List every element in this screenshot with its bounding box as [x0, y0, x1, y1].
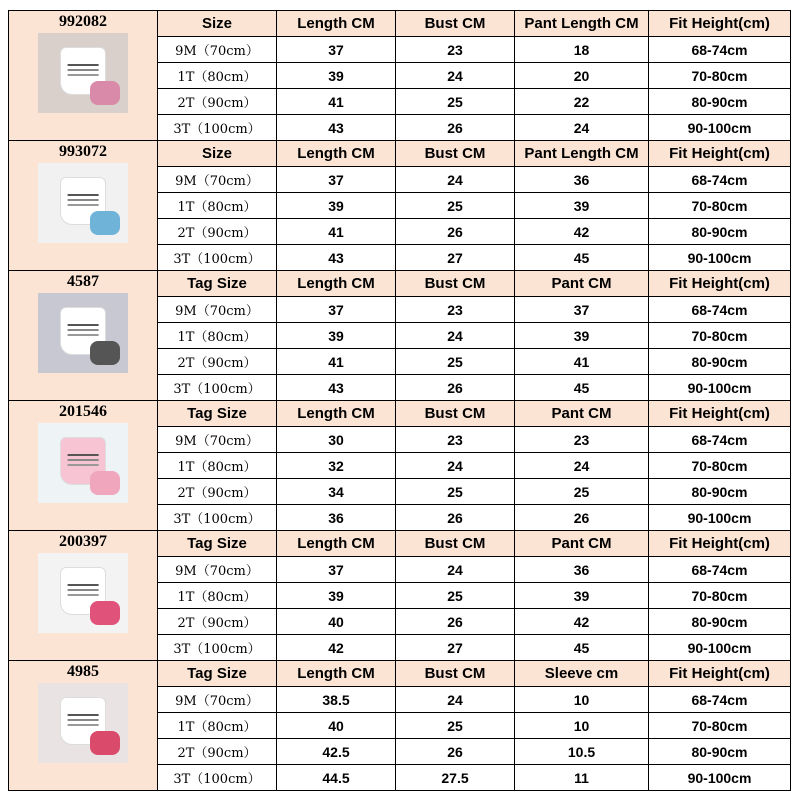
measurement-cell: 90-100cm: [649, 245, 791, 271]
column-header: Bust CM: [396, 531, 515, 557]
accessory-icon: [90, 211, 120, 235]
measurement-cell: 25: [396, 713, 515, 739]
measurement-cell: 90-100cm: [649, 765, 791, 791]
measurement-cell: 24: [396, 323, 515, 349]
measurement-cell: 39: [277, 63, 396, 89]
column-header: Fit Height(cm): [649, 661, 791, 687]
column-header: Fit Height(cm): [649, 11, 791, 37]
measurement-cell: 41: [277, 219, 396, 245]
measurement-cell: 26: [396, 375, 515, 401]
measurement-cell: 24: [515, 115, 649, 141]
measurement-cell: 43: [277, 115, 396, 141]
column-header: Fit Height(cm): [649, 141, 791, 167]
measurement-cell: 25: [396, 583, 515, 609]
measurement-cell: 22: [515, 89, 649, 115]
size-label: 9M（70cm）: [158, 297, 277, 323]
measurement-cell: 42.5: [277, 739, 396, 765]
measurement-cell: 26: [396, 219, 515, 245]
size-label: 2T（90cm）: [158, 609, 277, 635]
product-photo: [38, 423, 128, 503]
measurement-cell: 26: [396, 739, 515, 765]
measurement-cell: 36: [515, 167, 649, 193]
size-label: 3T（100cm）: [158, 245, 277, 271]
product-photo: [38, 293, 128, 373]
column-header: Fit Height(cm): [649, 271, 791, 297]
product-photo: [38, 163, 128, 243]
measurement-cell: 70-80cm: [649, 713, 791, 739]
column-header: Length CM: [277, 661, 396, 687]
measurement-cell: 36: [277, 505, 396, 531]
product-cell: [9, 531, 158, 661]
measurement-cell: 18: [515, 37, 649, 63]
measurement-cell: 25: [396, 193, 515, 219]
column-header: Length CM: [277, 271, 396, 297]
measurement-cell: 36: [515, 557, 649, 583]
size-label: 1T（80cm）: [158, 453, 277, 479]
column-header: Length CM: [277, 11, 396, 37]
measurement-cell: 10: [515, 713, 649, 739]
product-cell: [9, 141, 158, 271]
size-label: 2T（90cm）: [158, 479, 277, 505]
size-label: 1T（80cm）: [158, 323, 277, 349]
measurement-cell: 68-74cm: [649, 37, 791, 63]
accessory-icon: [90, 471, 120, 495]
measurement-cell: 11: [515, 765, 649, 791]
size-label: 3T（100cm）: [158, 115, 277, 141]
product-header-row: [9, 271, 791, 297]
measurement-cell: 24: [396, 687, 515, 713]
measurement-cell: 10: [515, 687, 649, 713]
column-header: Tag Size: [158, 531, 277, 557]
measurement-cell: 34: [277, 479, 396, 505]
accessory-icon: [90, 341, 120, 365]
measurement-cell: 39: [515, 583, 649, 609]
size-label: 3T（100cm）: [158, 505, 277, 531]
measurement-cell: 24: [396, 453, 515, 479]
column-header: Pant Length CM: [515, 141, 649, 167]
measurement-cell: 25: [396, 349, 515, 375]
product-code: 4587: [67, 273, 99, 290]
measurement-cell: 24: [396, 167, 515, 193]
product-code: 993072: [59, 143, 107, 160]
measurement-cell: 80-90cm: [649, 739, 791, 765]
product-code: 992082: [59, 13, 107, 30]
measurement-cell: 30: [277, 427, 396, 453]
size-label: 2T（90cm）: [158, 349, 277, 375]
measurement-cell: 68-74cm: [649, 297, 791, 323]
size-label: 2T（90cm）: [158, 219, 277, 245]
measurement-cell: 42: [515, 609, 649, 635]
column-header: Bust CM: [396, 11, 515, 37]
size-table: [8, 10, 791, 791]
size-label: 9M（70cm）: [158, 687, 277, 713]
measurement-cell: 90-100cm: [649, 115, 791, 141]
column-header: Pant CM: [515, 271, 649, 297]
product-header-row: [9, 531, 791, 557]
size-label: 2T（90cm）: [158, 739, 277, 765]
product-code: 4985: [67, 663, 99, 680]
measurement-cell: 80-90cm: [649, 479, 791, 505]
measurement-cell: 37: [277, 297, 396, 323]
size-label: 3T（100cm）: [158, 765, 277, 791]
measurement-cell: 45: [515, 245, 649, 271]
size-label: 1T（80cm）: [158, 713, 277, 739]
column-header: Pant CM: [515, 401, 649, 427]
measurement-cell: 38.5: [277, 687, 396, 713]
measurement-cell: 39: [277, 583, 396, 609]
column-header: Pant CM: [515, 531, 649, 557]
measurement-cell: 70-80cm: [649, 583, 791, 609]
column-header: Size: [158, 11, 277, 37]
column-header: Bust CM: [396, 141, 515, 167]
measurement-cell: 39: [515, 193, 649, 219]
measurement-cell: 80-90cm: [649, 609, 791, 635]
measurement-cell: 39: [277, 323, 396, 349]
size-label: 9M（70cm）: [158, 427, 277, 453]
measurement-cell: 80-90cm: [649, 349, 791, 375]
size-label: 9M（70cm）: [158, 557, 277, 583]
accessory-icon: [90, 601, 120, 625]
measurement-cell: 42: [277, 635, 396, 661]
product-header-row: [9, 401, 791, 427]
product-header-row: [9, 141, 791, 167]
measurement-cell: 26: [396, 115, 515, 141]
measurement-cell: 68-74cm: [649, 427, 791, 453]
measurement-cell: 45: [515, 375, 649, 401]
measurement-cell: 80-90cm: [649, 89, 791, 115]
measurement-cell: 68-74cm: [649, 557, 791, 583]
measurement-cell: 70-80cm: [649, 193, 791, 219]
measurement-cell: 25: [396, 479, 515, 505]
product-cell: [9, 661, 158, 791]
measurement-cell: 45: [515, 635, 649, 661]
column-header: Bust CM: [396, 661, 515, 687]
measurement-cell: 90-100cm: [649, 505, 791, 531]
product-code: 200397: [59, 533, 107, 550]
measurement-cell: 23: [396, 37, 515, 63]
size-label: 3T（100cm）: [158, 375, 277, 401]
measurement-cell: 90-100cm: [649, 635, 791, 661]
column-header: Fit Height(cm): [649, 401, 791, 427]
column-header: Pant Length CM: [515, 11, 649, 37]
measurement-cell: 25: [396, 89, 515, 115]
column-header: Length CM: [277, 141, 396, 167]
size-label: 1T（80cm）: [158, 193, 277, 219]
product-cell: [9, 401, 158, 531]
measurement-cell: 41: [277, 349, 396, 375]
measurement-cell: 40: [277, 609, 396, 635]
measurement-cell: 39: [515, 323, 649, 349]
measurement-cell: 24: [396, 63, 515, 89]
size-label: 2T（90cm）: [158, 89, 277, 115]
measurement-cell: 41: [515, 349, 649, 375]
measurement-cell: 68-74cm: [649, 687, 791, 713]
accessory-icon: [90, 731, 120, 755]
measurement-cell: 25: [515, 479, 649, 505]
column-header: Sleeve cm: [515, 661, 649, 687]
size-label: 1T（80cm）: [158, 583, 277, 609]
size-label: 1T（80cm）: [158, 63, 277, 89]
product-photo: [38, 683, 128, 763]
column-header: Size: [158, 141, 277, 167]
product-cell: [9, 271, 158, 401]
product-code: 201546: [59, 403, 107, 420]
measurement-cell: 44.5: [277, 765, 396, 791]
measurement-cell: 70-80cm: [649, 63, 791, 89]
measurement-cell: 40: [277, 713, 396, 739]
measurement-cell: 42: [515, 219, 649, 245]
measurement-cell: 37: [515, 297, 649, 323]
measurement-cell: 32: [277, 453, 396, 479]
column-header: Length CM: [277, 531, 396, 557]
column-header: Tag Size: [158, 401, 277, 427]
measurement-cell: 43: [277, 245, 396, 271]
measurement-cell: 68-74cm: [649, 167, 791, 193]
product-cell: [9, 11, 158, 141]
measurement-cell: 26: [396, 505, 515, 531]
measurement-cell: 23: [396, 297, 515, 323]
measurement-cell: 27.5: [396, 765, 515, 791]
measurement-cell: 27: [396, 635, 515, 661]
accessory-icon: [90, 81, 120, 105]
size-label: 3T（100cm）: [158, 635, 277, 661]
measurement-cell: 37: [277, 167, 396, 193]
size-chart: [8, 10, 790, 798]
measurement-cell: 37: [277, 37, 396, 63]
measurement-cell: 70-80cm: [649, 453, 791, 479]
product-photo: [38, 33, 128, 113]
product-header-row: [9, 11, 791, 37]
column-header: Bust CM: [396, 271, 515, 297]
measurement-cell: 70-80cm: [649, 323, 791, 349]
column-header: Tag Size: [158, 661, 277, 687]
measurement-cell: 27: [396, 245, 515, 271]
measurement-cell: 41: [277, 89, 396, 115]
column-header: Tag Size: [158, 271, 277, 297]
product-header-row: [9, 661, 791, 687]
measurement-cell: 39: [277, 193, 396, 219]
measurement-cell: 23: [396, 427, 515, 453]
measurement-cell: 37: [277, 557, 396, 583]
product-photo: [38, 553, 128, 633]
measurement-cell: 24: [515, 453, 649, 479]
measurement-cell: 24: [396, 557, 515, 583]
measurement-cell: 43: [277, 375, 396, 401]
measurement-cell: 80-90cm: [649, 219, 791, 245]
size-label: 9M（70cm）: [158, 167, 277, 193]
column-header: Bust CM: [396, 401, 515, 427]
size-label: 9M（70cm）: [158, 37, 277, 63]
column-header: Length CM: [277, 401, 396, 427]
measurement-cell: 23: [515, 427, 649, 453]
column-header: Fit Height(cm): [649, 531, 791, 557]
measurement-cell: 90-100cm: [649, 375, 791, 401]
measurement-cell: 10.5: [515, 739, 649, 765]
measurement-cell: 26: [396, 609, 515, 635]
measurement-cell: 26: [515, 505, 649, 531]
measurement-cell: 20: [515, 63, 649, 89]
